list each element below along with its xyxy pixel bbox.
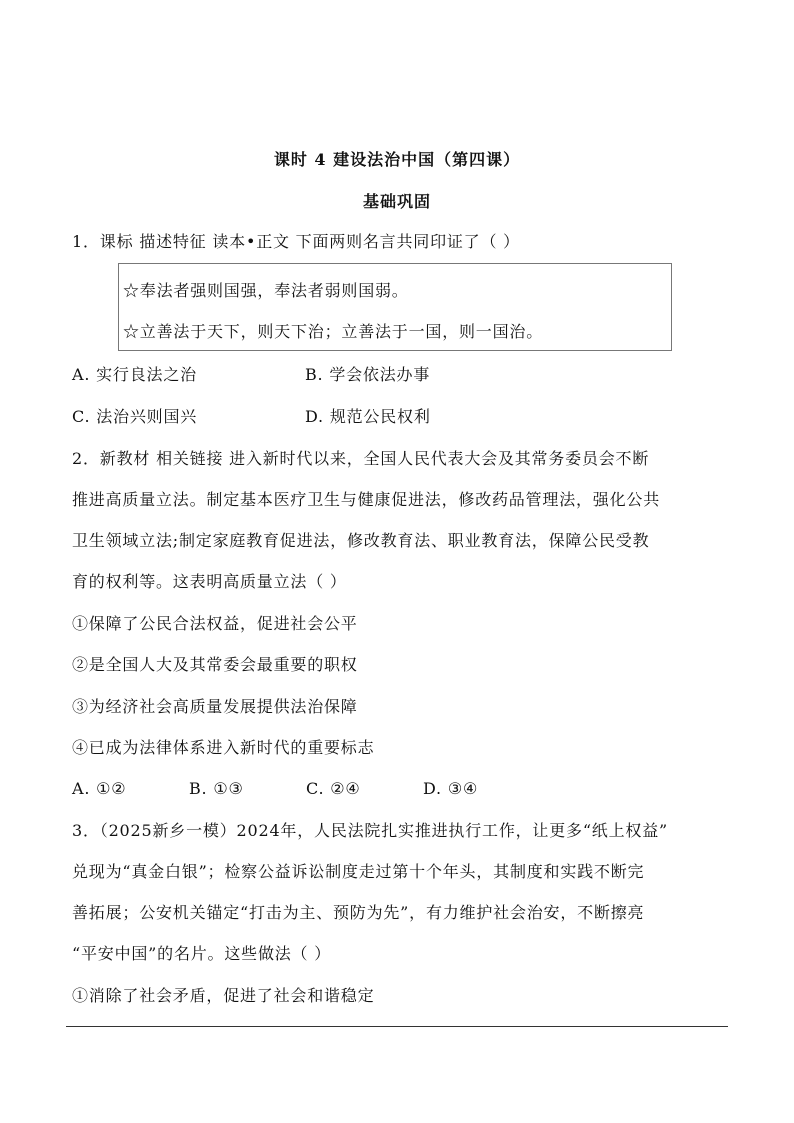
- quote-2: ☆立善法于天下，则天下治；立善法于一国，则一国治。: [123, 322, 544, 341]
- q1-option-a: A. 实行良法之治: [72, 365, 197, 384]
- q2-statement-1: ①保障了公民合法权益，促进社会公平: [72, 614, 358, 633]
- quote-box: [118, 263, 672, 351]
- q2-statement-2: ②是全国人大及其常委会最重要的职权: [72, 655, 358, 674]
- question-2-line-4: 育的权利等。这表明高质量立法（ ）: [72, 572, 347, 591]
- section-heading: 基础巩固: [362, 192, 431, 211]
- q2-statement-4: ④已成为法律体系进入新时代的重要标志: [72, 738, 375, 757]
- question-3-line-2: 兑现为“真金白银”；检察公益诉讼制度走过第十个年头，其制度和实践不断完: [72, 862, 645, 881]
- question-3-line-3: 善拓展；公安机关锚定“打击为主、预防为先”，有力维护社会治安，不断擦亮: [72, 903, 645, 922]
- q1-option-c: C. 法治兴则国兴: [72, 407, 198, 426]
- q3-statement-1: ①消除了社会矛盾，促进了社会和谐稳定: [72, 986, 375, 1005]
- q1-option-d: D. 规范公民权利: [305, 407, 431, 426]
- question-3-line-1: 3．（2025新乡一模）2024年，人民法院扎实推进执行工作，让更多“纸上权益”: [72, 821, 668, 840]
- q1-option-b: B. 学会依法办事: [305, 365, 431, 384]
- lesson-title: 课时 4 建设法治中国（第四课）: [273, 150, 521, 169]
- question-2-line-3: 卫生领域立法;制定家庭教育促进法，修改教育法、职业教育法，保障公民受教: [72, 531, 650, 550]
- q2-option-c: C. ②④: [306, 779, 361, 798]
- quote-1: ☆奉法者强则国强，奉法者弱则国弱。: [123, 281, 409, 300]
- question-3-line-4: “平安中国”的名片。这些做法（ ）: [72, 944, 332, 963]
- question-1-stem: 1．课标 描述特征 读本•正文 下面两则名言共同印证了（ ）: [72, 232, 520, 251]
- q2-statement-3: ③为经济社会高质量发展提供法治保障: [72, 697, 358, 716]
- q2-option-d: D. ③④: [423, 779, 479, 798]
- q2-option-b: B. ①③: [189, 779, 244, 798]
- question-2-line-2: 推进高质量立法。制定基本医疗卫生与健康促进法，修改药品管理法，强化公共: [72, 490, 661, 509]
- q2-option-a: A. ①②: [72, 779, 127, 798]
- question-2-line-1: 2．新教材 相关链接 进入新时代以来，全国人民代表大会及其常务委员会不断: [72, 449, 650, 468]
- footer-rule: [66, 1026, 728, 1027]
